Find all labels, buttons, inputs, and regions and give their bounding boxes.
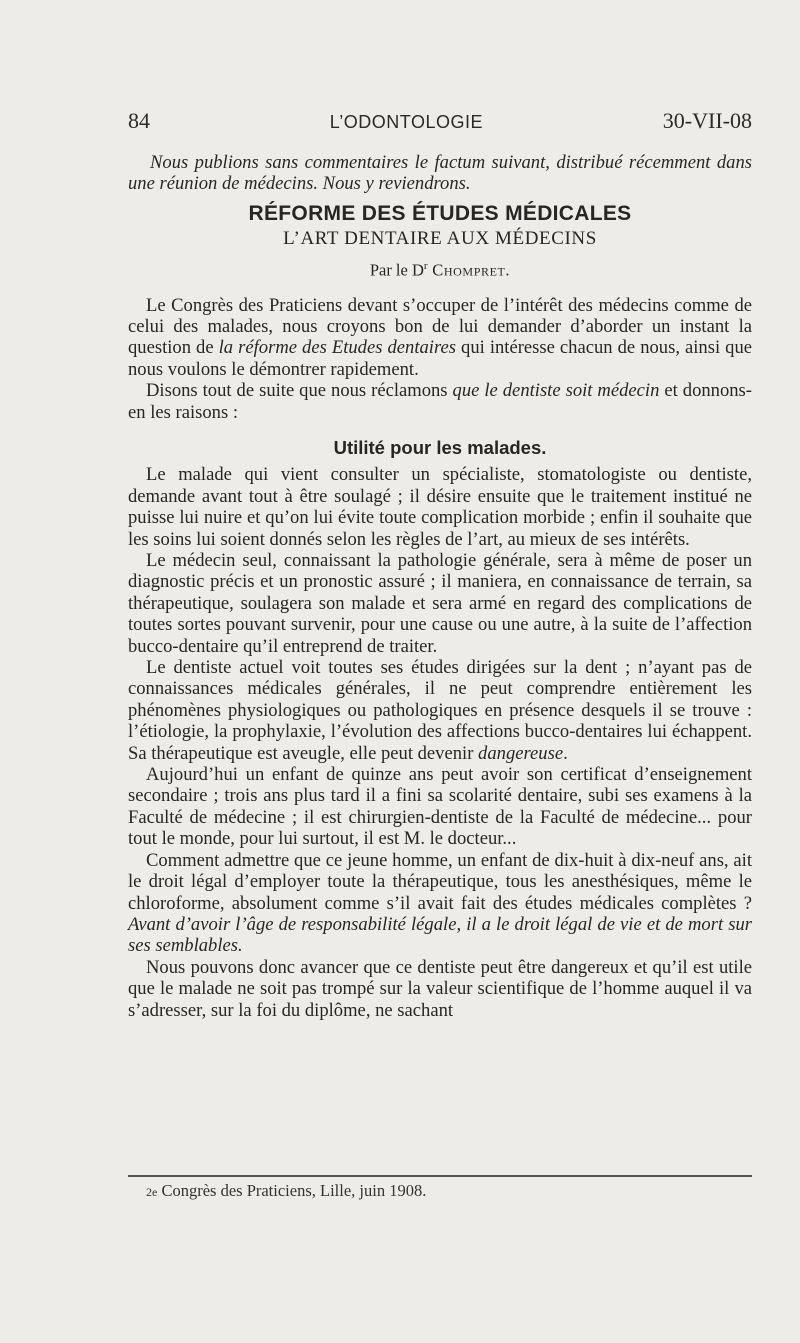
journal-title: L’ODONTOLOGIE [329,112,483,132]
paragraph-8: Nous pouvons donc avancer que ce dentiste peut être dangereux et qu’il est utile que le malade ne soit pas trompé sur la valeur scientifique de l’homme auquel il va s’adresser, sur la foi du diplôme, ne sachant [128,956,752,1021]
paragraph-5-emphasis: dangereuse [478,742,564,764]
page-content [128,152,752,1021]
article-author [128,256,752,281]
paragraph-5-text: Le dentiste actuel voit toutes ses études dirigées sur la dent ; n’ayant pas de connaissances médicales générales, il ne peut comprendre entièrement les phénomènes physiologiques ou pathologiques en présence desquels il se trouve : l’étiologie, la prophylaxie, l’évolution des affections bucco-dentaires lui échappent. Sa thérapeutique est aveugle, elle peut devenir [128,657,752,764]
author-name: Chompret. [427,260,511,280]
paragraph-7 [128,850,752,957]
article-subtitle: L’ART DENTAIRE AUX MÉDECINS [283,228,597,250]
paragraph-6: Aujourd’hui un enfant de quinze ans peut avoir son certificat d’enseignement secondaire ; trois ans plus tard il a fini sa scolarité dentaire, subi ses examens à la Faculté de médecine ; il est chirurgien-dentiste de la Faculté de médecine... pour tout le monde, pour lui surtout, il est M. le docteur... [128,764,752,850]
issue-date: 30-VII-08 [662,108,752,133]
editorial-note: Nous publions sans commentaires le factum suivant, distribué récemment dans une réunion de médecins. Nous y reviendrons. [128,152,752,195]
paragraph-3: Le malade qui vient consulter un spécialiste, stomatologiste ou dentiste, demande avant tout à être soulagé ; il désire ensuite que le traitement institué ne puisse lui nuire et qu’on lui évite toute complication morbide ; enfin il souhaite que les soins lui soient donnés selon les règles de l’art, au mieux de ses intérêts. [128,464,752,550]
footnote [146,1181,746,1201]
paragraph-2-text-end: et donnons-en les raisons : [128,380,752,423]
paragraph-5-text-end: . [563,742,568,764]
author-prefix: Par le D [369,260,424,280]
running-header [128,108,752,134]
paragraph-7-emphasis: Avant d’avoir l’âge de responsabilité légale, il a le droit légal de vie et de mort sur ses semblables. [128,913,752,957]
footnote-rule [128,1175,752,1177]
page-number: 84 [128,108,150,133]
paragraph-5 [128,657,752,764]
paragraph-2-emphasis: que le dentiste soit médecin [452,380,660,402]
paragraph-2-text: Disons tout de suite que nous réclamons [146,380,453,402]
paragraph-7-text: Comment admettre que ce jeune homme, un enfant de dix-huit à dix-neuf ans, ait le droit légal d’employer toute la thérapeutique, tous les anesthésiques, même le chloroforme, absolument comme s’il avait fait des études médicales complètes ? [128,849,752,914]
paragraph-1-emphasis: la réforme des Etudes dentaires [218,337,457,359]
paragraph-1-text-end: qui intéresse chacun de nous, ainsi que nous voulons le démontrer rapidement. [128,337,753,380]
paragraph-2 [128,380,752,423]
section-heading: Utilité pour les malades. [333,436,547,458]
paragraph-1 [128,295,752,381]
article-title: RÉFORME DES ÉTUDES MÉDICALES [248,201,632,225]
author-prefix-sup: r [423,259,428,272]
footnote-text: Congrès des Praticiens, Lille, juin 1908. [157,1181,427,1200]
paragraph-1-text: Le Congrès des Praticiens devant s’occuper de l’intérêt des médecins comme de celui des malades, nous croyons bon de lui demander d’aborder un instant la question de [128,294,752,359]
footnote-marker: 2e [146,1185,158,1199]
paragraph-4: Le médecin seul, connaissant la pathologie générale, sera à même de poser un diagnostic précis et un pronostic assuré ; il maniera, en connaissance de terrain, sa thérapeutique, soulagera son malade et sera armé en regard des complications de toutes sortes pouvant survenir, pour une cause ou une autre, à la suite de l’affection bucco-dentaire qu’il entreprend de traiter. [128,550,752,657]
